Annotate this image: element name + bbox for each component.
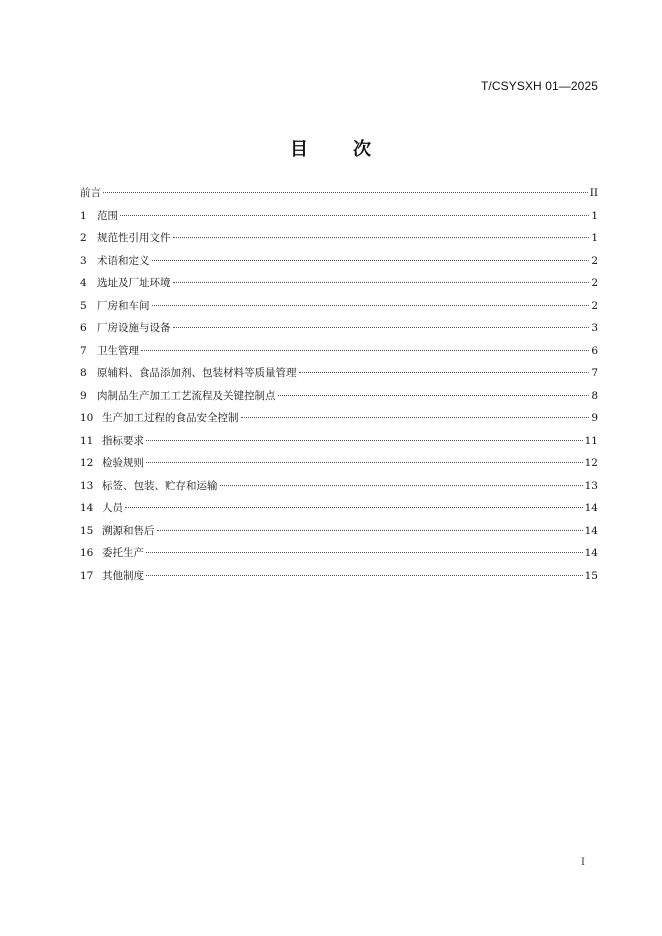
toc-entry-label: 前言	[80, 187, 101, 199]
toc-entry-label: 选址及厂址环境	[97, 277, 171, 289]
toc-entry-17[interactable]	[80, 565, 598, 588]
document-code: T/CSYSXH 01—2025	[481, 79, 598, 93]
toc-entry-number: 7	[80, 344, 87, 357]
toc-entry-4[interactable]	[80, 272, 598, 295]
toc-entry-label: 卫生管理	[97, 344, 139, 357]
toc-entry-number: 14	[80, 502, 94, 514]
toc-entry-label: 生产加工过程的食品安全控制	[102, 412, 239, 424]
toc-entry-label: 原辅料、食品添加剂、包装材料等质量管理	[97, 367, 297, 379]
toc-entry-13[interactable]	[80, 475, 598, 498]
toc-entry-number: 3	[80, 254, 87, 267]
toc-entry-label: 厂房设施与设备	[97, 322, 171, 334]
toc-entry-1[interactable]	[80, 205, 598, 228]
toc-entry-number: 1	[80, 209, 87, 222]
toc-entry-number: 15	[80, 524, 94, 537]
toc-dot-leader	[173, 282, 590, 283]
toc-entry-label: 肉制品生产加工工艺流程及关键控制点	[97, 389, 276, 402]
toc-entry-page: II	[589, 187, 598, 199]
toc-title-char-2: 次	[353, 139, 372, 160]
toc-entry-number: 2	[80, 232, 87, 244]
toc-entry-label: 标签、包装、贮存和运输	[102, 479, 218, 492]
toc-entry-page: 1	[591, 209, 598, 222]
toc-dot-leader	[241, 417, 590, 418]
toc-entry-label: 溯源和售后	[102, 524, 155, 537]
toc-entry-11[interactable]	[80, 430, 598, 453]
toc-entry-page: 2	[591, 277, 598, 289]
toc-entry-number: 9	[80, 389, 87, 402]
toc-entry-page: 3	[591, 322, 598, 334]
toc-dot-leader	[125, 507, 583, 508]
toc-entry-label: 其他制度	[102, 569, 144, 582]
toc-entry-number: 16	[80, 547, 94, 559]
toc-entry-label: 人员	[102, 502, 123, 514]
toc-dot-leader	[173, 237, 590, 238]
toc-dot-leader	[141, 350, 589, 351]
toc-dot-leader	[103, 192, 588, 193]
toc-entry-number: 6	[80, 322, 87, 334]
toc-entry-label: 委托生产	[102, 547, 144, 559]
toc-entry-page: 2	[591, 254, 598, 267]
toc-dot-leader	[299, 372, 590, 373]
toc-dot-leader	[152, 260, 590, 261]
toc-entry-label: 指标要求	[102, 434, 144, 447]
toc-entry-12[interactable]	[80, 452, 598, 475]
toc-entry-label: 检验规则	[102, 457, 144, 469]
toc-entry-page: 12	[584, 457, 598, 469]
toc-dot-leader	[146, 552, 583, 553]
toc-dot-leader	[146, 462, 583, 463]
toc-dot-leader	[220, 485, 583, 486]
toc-entry-number: 8	[80, 367, 87, 379]
toc-dot-leader	[278, 395, 590, 396]
toc-title	[0, 135, 662, 161]
toc-entry-page: 14	[584, 524, 598, 537]
toc-entry-9[interactable]	[80, 385, 598, 408]
toc-entry-number: 4	[80, 277, 87, 289]
toc-dot-leader	[173, 327, 590, 328]
toc-entry-14[interactable]	[80, 497, 598, 520]
toc-entry-3[interactable]	[80, 250, 598, 273]
toc-entry-5[interactable]	[80, 295, 598, 318]
toc-entry-page: 14	[584, 547, 598, 559]
toc-entry-page: 13	[584, 479, 598, 492]
toc-dot-leader	[152, 305, 590, 306]
toc-entry-number: 13	[80, 479, 94, 492]
page-number: I	[581, 857, 585, 868]
toc-entry-page: 8	[591, 389, 598, 402]
toc-entry-label: 范围	[97, 209, 118, 222]
toc-entry-page: 11	[584, 434, 598, 447]
toc-dot-leader	[146, 575, 583, 576]
toc-entry-label: 术语和定义	[97, 254, 150, 267]
toc-entry-15[interactable]	[80, 520, 598, 543]
toc-entry-label: 厂房和车间	[97, 299, 150, 312]
toc-entry-number: 11	[80, 434, 94, 447]
toc-entry-foreword[interactable]	[80, 182, 598, 205]
toc-entry-page: 14	[584, 502, 598, 514]
toc-entry-page: 15	[584, 569, 598, 582]
toc-entry-page: 7	[591, 367, 598, 379]
toc-entry-number: 12	[80, 457, 94, 469]
toc-dot-leader	[120, 215, 589, 216]
toc-entry-number: 17	[80, 569, 94, 582]
toc-entry-page: 6	[591, 344, 598, 357]
toc-entry-page: 1	[591, 232, 598, 244]
toc-entry-label: 规范性引用文件	[97, 232, 171, 244]
toc-entry-10[interactable]	[80, 407, 598, 430]
toc-entry-number: 5	[80, 299, 87, 312]
toc-dot-leader	[146, 440, 583, 441]
toc-entry-page: 9	[591, 412, 598, 424]
toc-entry-7[interactable]	[80, 340, 598, 363]
toc-entry-8[interactable]	[80, 362, 598, 385]
toc-entry-2[interactable]	[80, 227, 598, 250]
toc-dot-leader	[157, 530, 583, 531]
toc-title-char-1: 目	[290, 139, 309, 160]
toc-entry-16[interactable]	[80, 542, 598, 565]
toc-entry-number: 10	[80, 412, 94, 424]
toc-list	[80, 182, 598, 587]
toc-entry-6[interactable]	[80, 317, 598, 340]
toc-entry-page: 2	[591, 299, 598, 312]
